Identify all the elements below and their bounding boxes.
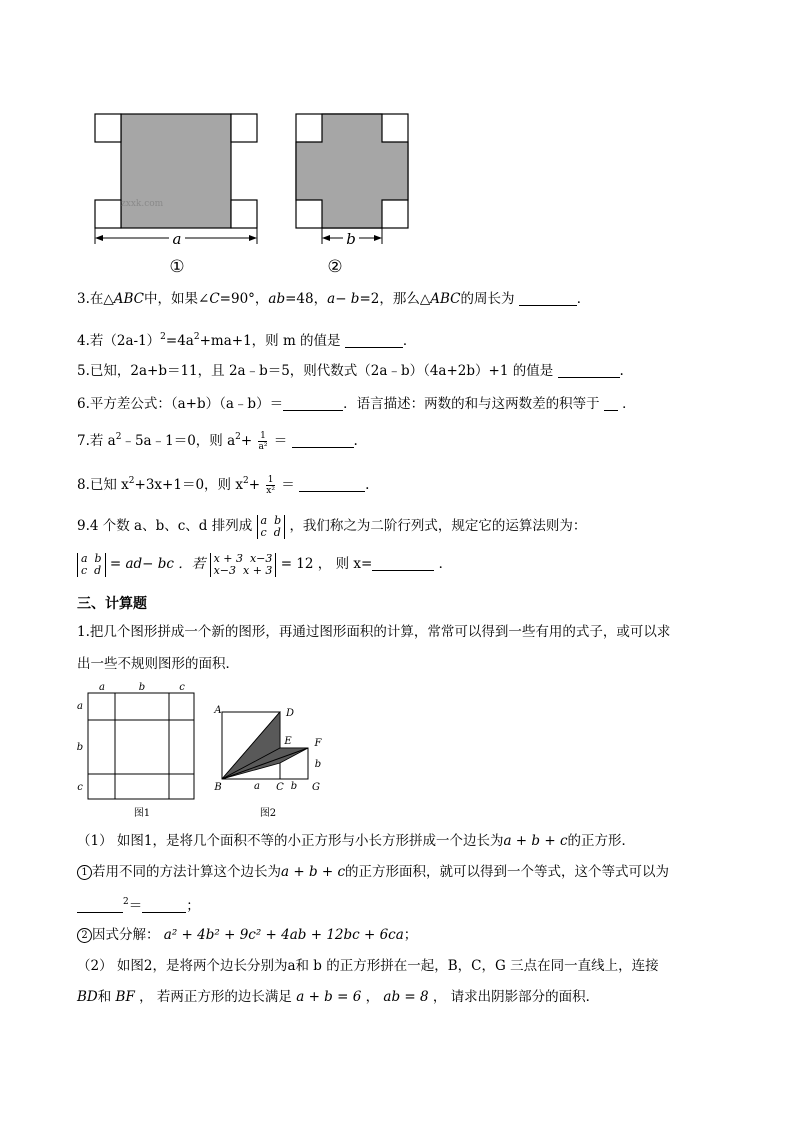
- svg-text:a: a: [77, 701, 83, 712]
- svg-text:a: a: [99, 682, 105, 693]
- determinant: a b c d: [77, 553, 106, 577]
- fig1-label: ①: [169, 257, 185, 277]
- section-heading: 三、计算题: [77, 596, 147, 612]
- svg-text:A: A: [214, 705, 222, 716]
- question-3: 3.在△ABC中，如果∠C=90°，ab=48，a− b=2，那么△ABC的周长为 ．: [77, 291, 591, 307]
- top-figures: [85, 108, 425, 278]
- svg-text:a: a: [254, 781, 260, 792]
- question-9-rule: a b c d = ad− bc ．若 x + 3 x−3 x−3 x + 3 = 12 ， 则 x= ．: [77, 550, 452, 578]
- question-8: 8.已知 $x^2+3x+1=0$，则 $x^2+$ $\frac{1}{\text{x²}}$ ＝ .: [77, 475, 370, 496]
- fig2-dim-b: b: [346, 230, 356, 248]
- fraction: $\frac{1}{\text{x²}}$: [266, 475, 275, 496]
- fig2-label: ②: [327, 257, 343, 277]
- question-4: 4.若$(2a-1)^2=4a^2+ma+1$，则 m 的值是 ．: [77, 332, 417, 349]
- determinant: x + 3 x−3 x−3 x + 3: [210, 553, 277, 577]
- answer-blank[interactable]: [558, 363, 620, 378]
- svg-text:b: b: [314, 759, 322, 770]
- answer-blank[interactable]: [77, 898, 123, 913]
- fig1-dim-a: a: [172, 230, 182, 248]
- question-5: 5.已知，2a+b＝11，且 2a﹣b＝5，则代数式（2a﹣b）（4a+2b）+1 的值是 .: [77, 363, 624, 379]
- part-2-line2: BD和 BF ， 若两正方形的边长满足 a + b = 6 ， ab = 8 ， 请求出阴影部分的面积．: [77, 989, 600, 1005]
- fig1-caption: 图1: [133, 808, 151, 819]
- watermark: zxxk.com: [121, 199, 164, 209]
- answer-blank[interactable]: [372, 556, 434, 571]
- svg-text:c: c: [77, 782, 83, 793]
- svg-text:C: C: [276, 782, 284, 793]
- figure-grid-abc: [77, 682, 194, 819]
- svg-text:b: b: [138, 682, 146, 693]
- answer-blank[interactable]: [299, 477, 365, 492]
- svg-text:b: b: [290, 781, 298, 792]
- svg-text:G: G: [312, 782, 320, 793]
- answer-blank[interactable]: [345, 333, 403, 348]
- part-1-sub-2: 2 因式分解： a² + 4b² + 9c² + 4ab + 12bc + 6ca；: [77, 926, 417, 944]
- svg-text:E: E: [284, 736, 292, 747]
- answer-blank[interactable]: [292, 433, 354, 448]
- part-1-sub-1-answer: $^2$＝ ；: [77, 893, 200, 915]
- svg-text:F: F: [314, 738, 322, 749]
- figure-1-square-with-corners: [95, 114, 257, 277]
- determinant: a b c d: [257, 515, 286, 539]
- answer-blank[interactable]: [519, 291, 577, 306]
- calc-question-1-line2: 出一些不规则图形的面积．: [77, 656, 239, 672]
- calc-question-1-line1: 1.把几个图形拼成一个新的图形，再通过图形面积的计算，常常可以得到一些有用的式子，或可以求: [77, 624, 671, 640]
- part-1: （1） 如图1，是将几个面积不等的小正方形与小长方形拼成一个边长为a + b + c的正方形．: [77, 833, 636, 849]
- part-1-sub-1: 1 若用不同的方法计算这个边长为a + b + c的正方形面积，就可以得到一个等式，这个等式可以为: [77, 863, 669, 881]
- svg-text:b: b: [76, 742, 84, 753]
- question-7: 7.若 $a^2﹣5a﹣1=0$，则 $a^2+$ $\frac{1}{\text{a²}}$ ＝ .: [77, 431, 358, 452]
- svg-text:D: D: [285, 708, 295, 719]
- svg-text:c: c: [179, 682, 185, 693]
- question-9: 9.4 个数 a、b、c、d 排列成 a b c d ，我们称之为二阶行列式，规定它的运算法则为：: [77, 513, 587, 539]
- figure-2-cross-shape: [296, 114, 408, 277]
- answer-blank[interactable]: [283, 396, 343, 411]
- bottom-figures: [72, 678, 342, 823]
- answer-blank[interactable]: [142, 898, 186, 913]
- svg-text:B: B: [214, 782, 222, 793]
- figure-two-squares: [213, 705, 322, 819]
- part-2-line1: （2） 如图2，是将两个边长分别为a和 b 的正方形拼在一起，B，C，G 三点在同一直线上，连接: [77, 958, 659, 974]
- question-6: 6.平方差公式：（a+b）（a﹣b）＝ ．语言描述：两数的和与这两数差的积等于 ．: [77, 396, 636, 412]
- fraction: $\frac{1}{\text{a²}}$: [258, 431, 268, 452]
- fig2-caption: 图2: [259, 808, 277, 819]
- answer-blank[interactable]: [604, 396, 618, 411]
